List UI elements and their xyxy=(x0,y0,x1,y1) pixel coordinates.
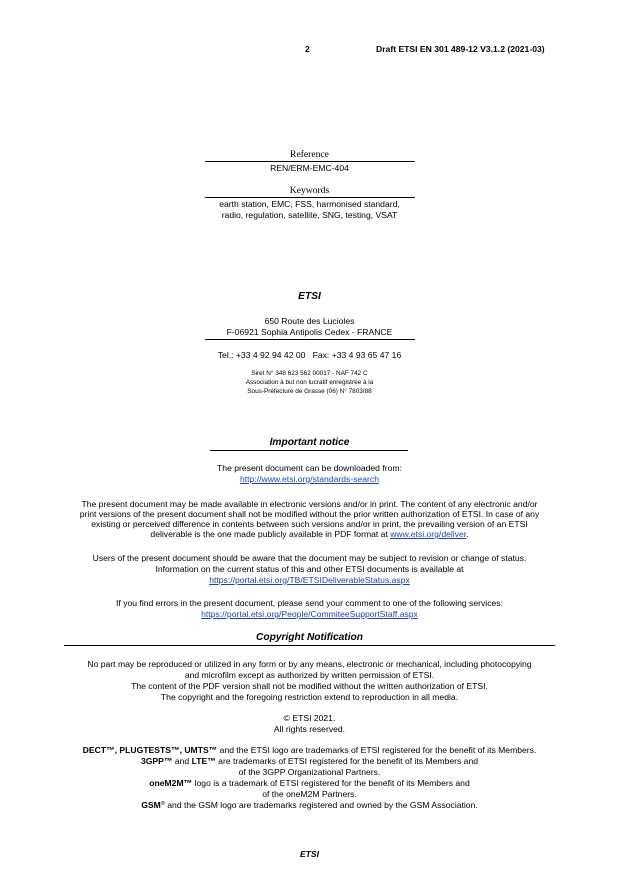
committee-support-link[interactable]: https://portal.etsi.org/People/CommiteeSupportStaff.aspx xyxy=(201,609,418,619)
keywords-label: Keywords xyxy=(289,185,330,196)
notice-paragraph-3-line-1: If you find errors in the present document, please send your comment to one of the following services: xyxy=(116,598,503,608)
notice-paragraph-1-line-3: existing or perceived difference in contents between such versions and/or in print, the prevailing version of an ETSI xyxy=(91,519,528,529)
page-number: 2 xyxy=(305,44,310,54)
notice-paragraph-2-line-2: Information on the current status of this and other ETSI documents is available at xyxy=(155,564,464,574)
notice-paragraph-1-line-2: print versions of the present document shall not be modified without the prior written authorization of ETSI. In case of any xyxy=(79,509,540,519)
important-notice-title: Important notice xyxy=(269,437,350,448)
address-rule xyxy=(205,339,415,340)
copyright-line-2: and microfilm except as authorized by written permission of ETSI. xyxy=(184,670,435,680)
reference-value: REN/ERM-EMC-404 xyxy=(270,163,349,173)
footer-etsi: ETSI xyxy=(299,849,320,859)
association-line-1: Association à but non lucratif enregistrée à la xyxy=(245,379,374,386)
deliver-link[interactable]: www.etsi.org/deliver xyxy=(390,529,467,539)
copyright-rule xyxy=(64,645,555,646)
siret-number: Siret N° 348 623 562 00017 - NAF 742 C xyxy=(251,370,368,377)
download-link[interactable]: http://www.etsi.org/standards-search xyxy=(240,474,379,484)
keywords-line-1: earth station, EMC, FSS, harmonised standard, xyxy=(219,199,400,209)
trademark-line-4: oneM2M™ logo is a trademark of ETSI registered for the benefit of its Members and xyxy=(149,778,470,788)
phone-fax: Tel.: +33 4 92 94 42 00 Fax: +33 4 93 65 47 16 xyxy=(217,350,402,360)
trademark-line-2: 3GPP™ and LTE™ are trademarks of ETSI registered for the benefit of its Members and xyxy=(140,756,479,766)
copyright-line-1: No part may be reproduced or utilized in any form or by any means, electronic or mechanical, including photocopying xyxy=(87,659,532,669)
keywords-line-2: radio, regulation, satellite, SNG, testing, VSAT xyxy=(221,210,398,220)
reference-label: Reference xyxy=(290,149,329,160)
copyright-title: Copyright Notification xyxy=(256,632,363,643)
copyright-year: © ETSI 2021. xyxy=(283,713,336,723)
trademark-line-6: GSM® and the GSM logo are trademarks registered and owned by the GSM Association. xyxy=(141,800,478,810)
important-notice-rule xyxy=(210,450,408,451)
address-line-2: F-06921 Sophia Antipolis Cedex - FRANCE xyxy=(226,327,393,337)
reference-rule xyxy=(205,161,415,162)
etsi-title: ETSI xyxy=(298,291,321,302)
deliverable-status-link[interactable]: https://portal.etsi.org/TB/ETSIDeliverableStatus.aspx xyxy=(209,575,410,585)
trademark-line-5: of the oneM2M Partners. xyxy=(262,789,357,799)
keywords-rule xyxy=(205,197,415,198)
notice-paragraph-1-line-1: The present document may be made available in electronic versions and/or in print. The content of any electronic and/or xyxy=(81,499,538,509)
document-id: Draft ETSI EN 301 489-12 V3.1.2 (2021-03) xyxy=(376,44,545,54)
download-text: The present document can be downloaded from: xyxy=(217,463,402,473)
trademark-line-1: DECT™, PLUGTESTS™, UMTS™ and the ETSI logo are trademarks of ETSI registered for the benefit of its Members. xyxy=(82,745,537,755)
notice-paragraph-2-line-1: Users of the present document should be aware that the document may be subject to revision or change of status. xyxy=(92,553,527,563)
copyright-line-3: The content of the PDF version shall not be modified without the written authorization of ETSI. xyxy=(131,681,488,691)
association-line-2: Sous-Préfecture de Grasse (06) N° 7803/88 xyxy=(247,388,372,395)
address-line-1: 650 Route des Lucioles xyxy=(264,316,355,326)
trademark-line-3: of the 3GPP Organizational Partners. xyxy=(238,767,381,777)
notice-paragraph-1-line-4: deliverable is the one made publicly available in PDF format at www.etsi.org/deliver. xyxy=(150,529,469,539)
all-rights-reserved: All rights reserved. xyxy=(273,724,346,734)
copyright-line-4: The copyright and the foregoing restriction extend to reproduction in all media. xyxy=(160,692,459,702)
